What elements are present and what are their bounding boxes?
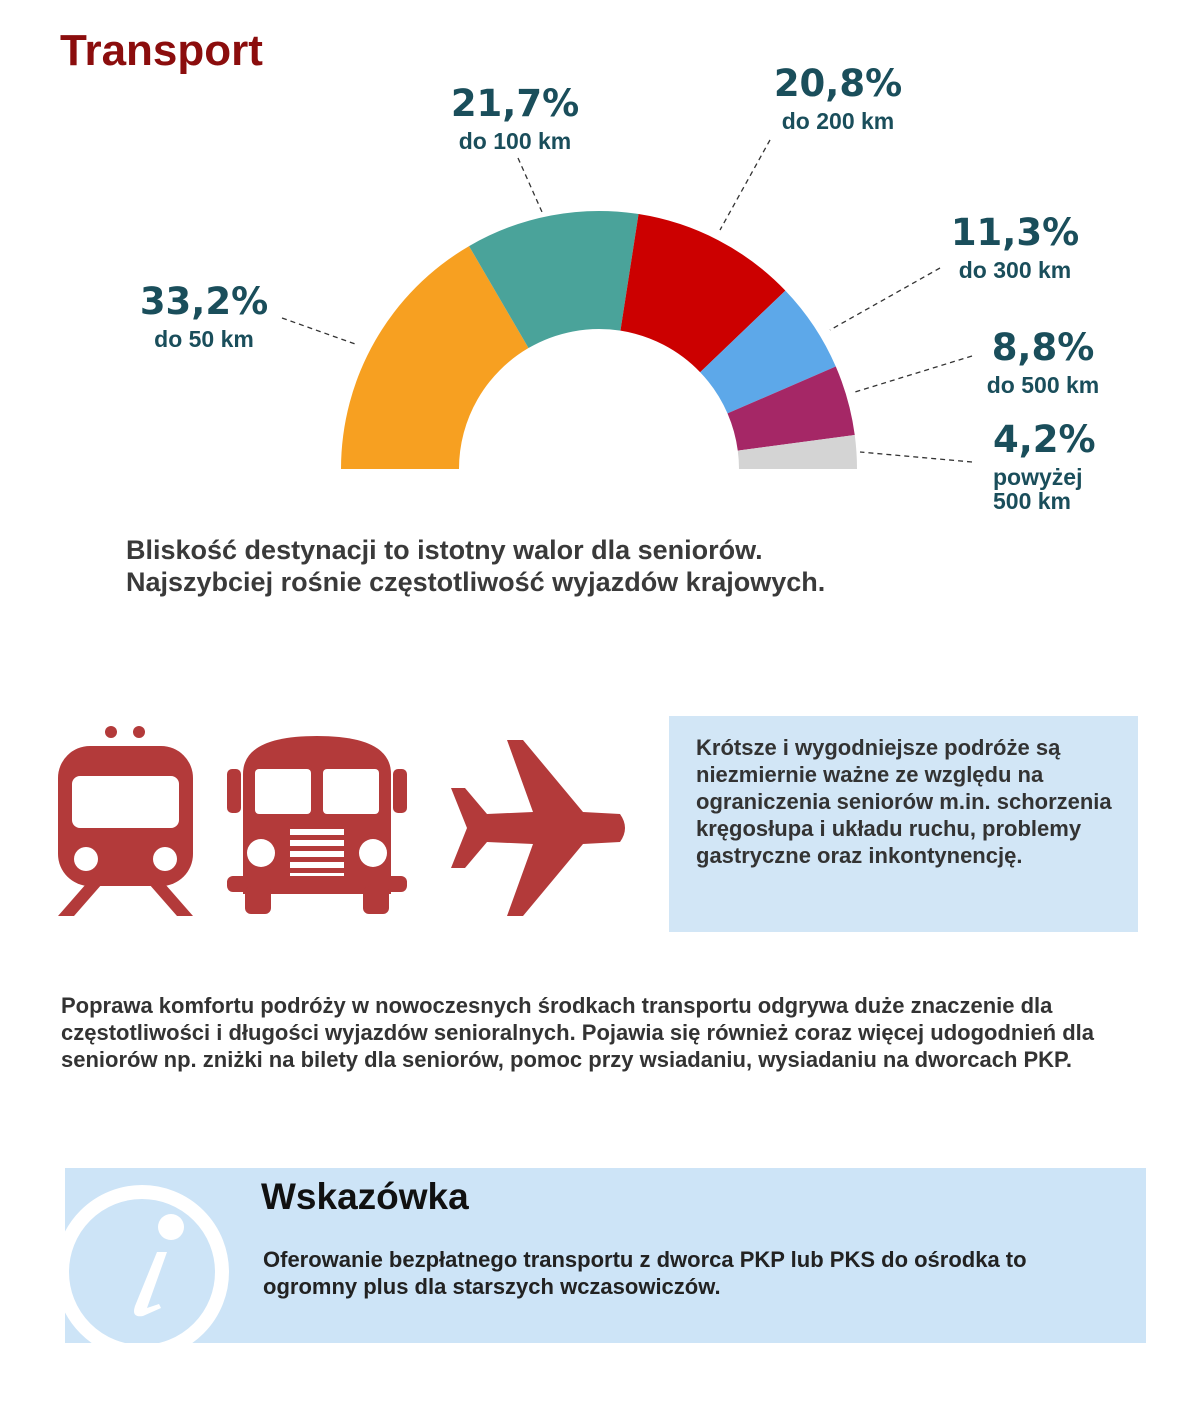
slice-value-label-3: 20,8% — [773, 62, 903, 105]
leader-line-4 — [830, 268, 940, 330]
tip-text: Oferowanie bezpłatnego transportu z dworca PKP lub PKS do ośrodka to ogromny plus dla starszych wczasowiczów. — [263, 1247, 1027, 1299]
leader-line-3 — [720, 140, 770, 230]
tip-box — [65, 1168, 1146, 1343]
leader-line-2 — [518, 158, 542, 212]
bus-icon — [227, 736, 407, 914]
train-icon — [58, 722, 193, 916]
info-icon — [65, 1168, 245, 1343]
slice-category-label-6: 500 km — [993, 488, 1072, 514]
slice-value-label-6: 4,2% — [993, 418, 1096, 461]
tip-heading: Wskazówka — [261, 1176, 469, 1217]
callout-text: Krótsze i wygodniejsze podróże są niezmiernie ważne ze względu na ograniczenia seniorów m.in. schorzenia kręgosłupa i układu ruchu, problemy gastryczne oraz inkontynencję. — [696, 735, 1112, 868]
slice-category-label-3: do 200 km — [781, 108, 895, 134]
slice-value-label-1: 33,2% — [139, 280, 269, 323]
slice-category-label-6: powyżej — [993, 464, 1083, 490]
slice-category-label-2: do 100 km — [458, 128, 572, 154]
chart-summary — [126, 534, 825, 598]
summary-line-1: Bliskość destynacji to istotny walor dla seniorów. — [126, 535, 763, 565]
page-title: Transport — [60, 26, 263, 75]
slice-value-label-5: 8,8% — [991, 326, 1095, 369]
leader-line-6 — [860, 452, 972, 462]
summary-line-2: Najszybciej rośnie częstotliwość wyjazdów krajowych. — [126, 567, 826, 597]
airplane-icon — [445, 740, 630, 916]
half-donut-chart — [0, 0, 1200, 530]
info-callout — [669, 716, 1138, 932]
body-paragraph: Poprawa komfortu podróży w nowoczesnych środkach transportu odgrywa duże znaczenie dla częstotliwości i długości wyjazdów senioralnych. Pojawia się również coraz więcej udogodnień dla seniorów np. zniżki na bilety dla seniorów, pomoc przy wsiadaniu, wysiadaniu na dworcach PKP. — [61, 993, 1095, 1072]
slice-value-label-4: 11,3% — [950, 211, 1080, 254]
slice-category-label-4: do 300 km — [958, 257, 1072, 283]
slice-value-label-2: 21,7% — [450, 82, 580, 125]
slice-category-label-5: do 500 km — [986, 372, 1100, 398]
leader-line-1 — [282, 318, 358, 345]
leader-line-5 — [855, 356, 972, 392]
slice-category-label-1: do 50 km — [154, 326, 254, 352]
